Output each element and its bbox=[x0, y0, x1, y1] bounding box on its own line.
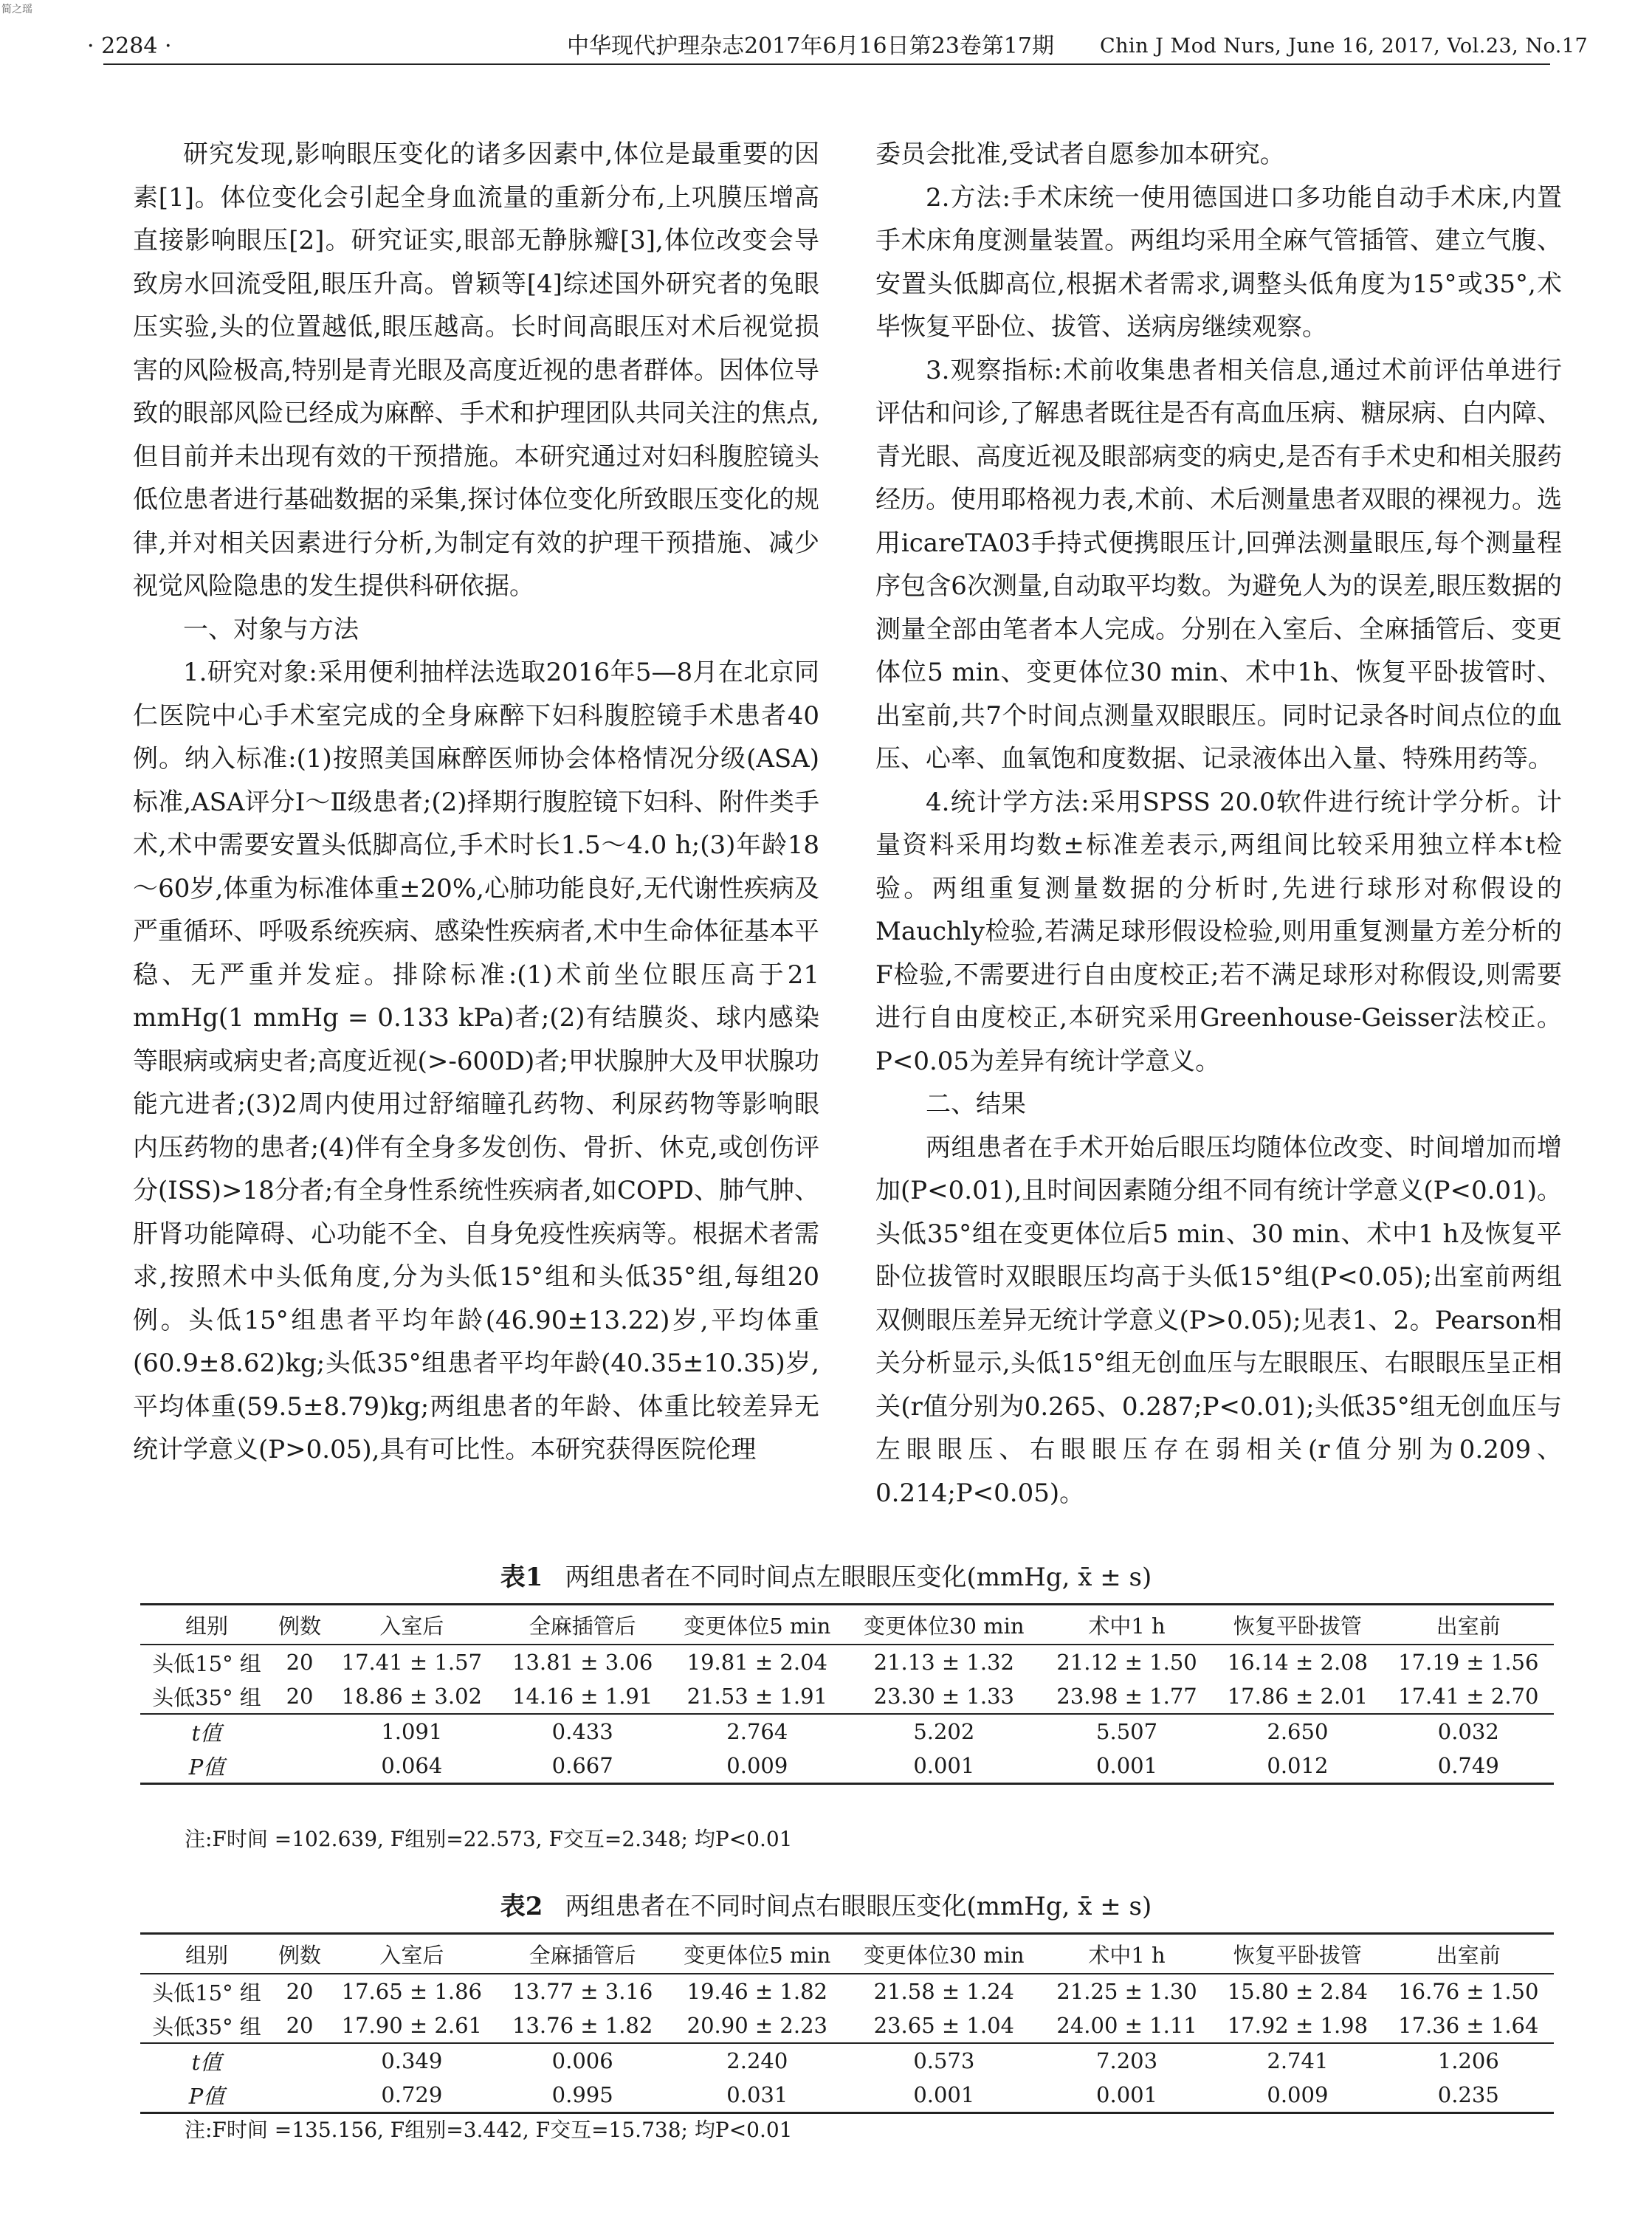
table1-cell: 18.86 ± 3.02 bbox=[341, 1684, 482, 1709]
table1-cell: 23.98 ± 1.77 bbox=[1056, 1684, 1197, 1709]
table1-cell: 0.667 bbox=[498, 1749, 668, 1784]
table2-cell: 2.240 bbox=[668, 2043, 847, 2078]
table1-cell: 20 bbox=[286, 1684, 314, 1709]
table1-cell: 13.81 ± 3.06 bbox=[512, 1650, 653, 1675]
statistics-paragraph: 4.统计学方法:采用SPSS 20.0软件进行统计学分析。计量资料采用均数±标准差表示,两组间比较采用独立样本t检验。两组重复测量数据的分析时,先进行球形对称假设的Mauchly检验,若满足球形假设检验,则用重复测量方差分析的F检验,不需要进行自由度校正;若不满足球形对称假设,则需要进行自由度校正,本研究采用Greenhouse-Geisser法校正。P<0.05为差异有统计学意义。 bbox=[875, 787, 1562, 1076]
section-heading-methods: 一、对象与方法 bbox=[183, 614, 359, 644]
table1-cell: 17.19 ± 1.56 bbox=[1398, 1650, 1539, 1675]
table2-row bbox=[140, 1974, 1554, 2008]
table1 bbox=[140, 1603, 1554, 1785]
table1-cell: 0.001 bbox=[1042, 1749, 1212, 1784]
table1-col-header: 恢复平卧拔管 bbox=[1212, 1605, 1383, 1645]
table1-cell: 头低35° 组 bbox=[152, 1684, 261, 1710]
table2-cell: 0.001 bbox=[1042, 2078, 1212, 2113]
table1-cell: 19.81 ± 2.04 bbox=[686, 1650, 827, 1675]
table1-row bbox=[140, 1749, 1554, 1784]
table2-cell: 0.031 bbox=[668, 2078, 847, 2113]
table2-cell: t值 bbox=[140, 2043, 273, 2078]
watermark: 简之瑶 bbox=[1, 4, 32, 16]
table1-cell: 17.41 ± 2.70 bbox=[1398, 1684, 1539, 1709]
table1-cell: t值 bbox=[140, 1714, 273, 1749]
table1-cell: 0.433 bbox=[498, 1714, 668, 1749]
header-rule bbox=[103, 63, 1550, 65]
table2-cell: 0.235 bbox=[1383, 2078, 1554, 2113]
table1-col-header: 组别 bbox=[140, 1605, 273, 1645]
method-paragraph: 2.方法:手术床统一使用德国进口多功能自动手术床,内置手术床角度测量装置。两组均采用全麻气管插管、建立气腹、安置头低脚高位,根据术者需求,调整头低角度为15°或35°,术毕恢复平卧位、拔管、送病房继续观察。 bbox=[875, 182, 1562, 342]
table2-caption bbox=[0, 1888, 1652, 1925]
table1-cell: 头低15° 组 bbox=[152, 1650, 261, 1676]
table1-col-header: 全麻插管后 bbox=[498, 1605, 668, 1645]
table2-row bbox=[140, 2043, 1554, 2078]
table2-cell: P值 bbox=[140, 2078, 273, 2113]
table2-row bbox=[140, 2078, 1554, 2113]
table2-col-header: 全麻插管后 bbox=[498, 1934, 668, 1974]
table2-cell: 0.006 bbox=[498, 2043, 668, 2078]
table1-header-row bbox=[140, 1605, 1554, 1645]
table1-col-header: 变更体位5 min bbox=[668, 1605, 847, 1645]
section-heading-results: 二、结果 bbox=[926, 1089, 1026, 1119]
table1-cell: 16.14 ± 2.08 bbox=[1227, 1650, 1369, 1675]
table2-label: 表2 bbox=[500, 1892, 543, 1921]
table1-cell: 14.16 ± 1.91 bbox=[512, 1684, 653, 1709]
table1-col-header: 术中1 h bbox=[1042, 1605, 1212, 1645]
table1-label: 表1 bbox=[500, 1563, 543, 1592]
table1-row bbox=[140, 1714, 1554, 1749]
journal-title-en: Chin J Mod Nurs, June 16, 2017, Vol.23, No.17 bbox=[1100, 35, 1589, 58]
table2-cell: 17.36 ± 1.64 bbox=[1398, 2013, 1539, 2038]
table2-col-header: 恢复平卧拔管 bbox=[1212, 1934, 1383, 1974]
left-column bbox=[133, 133, 819, 1472]
table1-cell: 0.012 bbox=[1212, 1749, 1383, 1784]
table1-row bbox=[140, 1645, 1554, 1679]
table2-cell: 17.90 ± 2.61 bbox=[341, 2013, 482, 2038]
table2-title: 两组患者在不同时间点右眼眼压变化(mmHg, x̄ ± s) bbox=[565, 1892, 1152, 1921]
table1-cell: 0.001 bbox=[847, 1749, 1042, 1784]
intro-paragraph: 研究发现,影响眼压变化的诸多因素中,体位是最重要的因素[1]。体位变化会引起全身血流量的重新分布,上巩膜压增高直接影响眼压[2]。研究证实,眼部无静脉瓣[3],体位改变会导致房水回流受阻,眼压升高。曾颖等[4]综述国外研究者的兔眼压实验,头的位置越低,眼压越高。长时间高眼压对术后视觉损害的风险极高,特别是青光眼及高度近视的患者群体。因体位导致的眼部风险已经成为麻醉、手术和护理团队共同关注的焦点,但目前并未出现有效的干预措施。本研究通过对妇科腹腔镜头低位患者进行基础数据的采集,探讨体位变化所致眼压变化的规律,并对相关因素进行分析,为制定有效的护理干预措施、减少视觉风险隐患的发生提供科研依据。 bbox=[133, 140, 819, 601]
table2-cell: 16.76 ± 1.50 bbox=[1398, 1979, 1539, 2004]
table1-cell: 1.091 bbox=[326, 1714, 497, 1749]
table1-cell bbox=[273, 1749, 326, 1784]
table2-col-header: 术中1 h bbox=[1042, 1934, 1212, 1974]
table2-cell: 0.009 bbox=[1212, 2078, 1383, 2113]
table1-cell: 17.41 ± 1.57 bbox=[341, 1650, 482, 1675]
table1-cell: 21.53 ± 1.91 bbox=[686, 1684, 827, 1709]
table2-cell: 头低35° 组 bbox=[152, 2014, 261, 2039]
table2-cell: 23.65 ± 1.04 bbox=[873, 2013, 1014, 2038]
table2-cell: 21.25 ± 1.30 bbox=[1056, 1979, 1197, 2004]
table1-title: 两组患者在不同时间点左眼眼压变化(mmHg, x̄ ± s) bbox=[565, 1563, 1152, 1592]
table2-cell: 17.92 ± 1.98 bbox=[1227, 2013, 1369, 2038]
table2-cell: 13.77 ± 3.16 bbox=[512, 1979, 653, 2004]
results-paragraph: 两组患者在手术开始后眼压均随体位改变、时间增加而增加(P<0.01),且时间因素随分组不同有统计学意义(P<0.01)。头低35°组在变更体位后5 min、30 min、术中1 h及恢复平卧位拔管时双眼眼压均高于头低15°组(P<0.05);出室前两组双侧眼压差异无统计学意义(P>0.05);见表1、2。Pearson相关分析显示,头低15°组无创血压与左眼眼压、右眼眼压呈正相关(r值分别为0.265、0.287;P<0.01);头低35°组无创血压与左眼眼压、右眼眼压存在弱相关(r值分别为0.209、0.214;P<0.05)。 bbox=[875, 1132, 1563, 1508]
table2-col-header: 出室前 bbox=[1383, 1934, 1554, 1974]
table2-col-header: 变更体位5 min bbox=[668, 1934, 847, 1974]
table2-cell: 0.001 bbox=[847, 2078, 1042, 2113]
table2-col-header: 组别 bbox=[140, 1934, 273, 1974]
table2-cell: 17.65 ± 1.86 bbox=[341, 1979, 482, 2004]
table2-cell: 15.80 ± 2.84 bbox=[1227, 1979, 1369, 2004]
observation-paragraph: 3.观察指标:术前收集患者相关信息,通过术前评估单进行评估和问诊,了解患者既往是否有高血压病、糖尿病、白内障、青光眼、高度近视及眼部病变的病史,是否有手术史和相关服药经历。使用耶格视力表,术前、术后测量患者双眼的裸视力。选用icareTA03手持式便携眼压计,回弹法测量眼压,每个测量程序包含6次测量,自动取平均数。为避免人为的误差,眼压数据的测量全部由笔者本人完成。分别在入室后、全麻插管后、变更体位5 min、变更体位30 min、术中1h、恢复平卧拔管时、出室前,共7个时间点测量双眼眼压。同时记录各时间点位的血压、心率、血氧饱和度数据、记录液体出入量、特殊用药等。 bbox=[875, 355, 1562, 774]
right-column bbox=[875, 133, 1562, 1515]
ethics-continuation: 委员会批准,受试者自愿参加本研究。 bbox=[875, 140, 1285, 169]
table2-cell: 19.46 ± 1.82 bbox=[686, 1979, 827, 2004]
table2-cell bbox=[273, 2078, 326, 2113]
table2-cell: 0.349 bbox=[326, 2043, 497, 2078]
table1-cell: 0.749 bbox=[1383, 1749, 1554, 1784]
table1-cell bbox=[273, 1714, 326, 1749]
table1-cell: 0.009 bbox=[668, 1749, 847, 1784]
table1-cell: 0.032 bbox=[1383, 1714, 1554, 1749]
table2-note: 注:F时间 =135.156, F组别=3.442, F交互=15.738; 均P<0.01 bbox=[185, 2118, 793, 2142]
table1-col-header: 变更体位30 min bbox=[847, 1605, 1042, 1645]
table2-cell: 0.573 bbox=[847, 2043, 1042, 2078]
journal-title-cn: 中华现代护理杂志2017年6月16日第23卷第17期 bbox=[567, 33, 1054, 59]
table1-caption bbox=[0, 1559, 1652, 1596]
table1-col-header: 出室前 bbox=[1383, 1605, 1554, 1645]
table2-cell: 24.00 ± 1.11 bbox=[1056, 2013, 1197, 2038]
table2-cell: 20 bbox=[286, 2013, 314, 2038]
table2-cell: 20 bbox=[286, 1979, 314, 2004]
table2-cell: 2.741 bbox=[1212, 2043, 1383, 2078]
subjects-paragraph: 1.研究对象:采用便利抽样法选取2016年5—8月在北京同仁医院中心手术室完成的全身麻醉下妇科腹腔镜手术患者40例。纳入标准:(1)按照美国麻醉医师协会体格情况分级(ASA)标准,ASA评分Ⅰ～Ⅱ级患者;(2)择期行腹腔镜下妇科、附件类手术,术中需要安置头低脚高位,手术时长1.5～4.0 h;(3)年龄18～60岁,体重为标准体重±20%,心肺功能良好,无代谢性疾病及严重循环、呼吸系统疾病、感染性疾病者,术中生命体征基本平稳、无严重并发症。排除标准:(1)术前坐位眼压高于21 mmHg(1 mmHg = 0.133 kPa)者;(2)有结膜炎、球内感染等眼病或病史者;高度近视(>-600D)者;甲状腺肿大及甲状腺功能亢进者;(3)2周内使用过舒缩瞳孔药物、利尿药物等影响眼内压药物的患者;(4)伴有全身多发创伤、骨折、休克,或创伤评分(ISS)>18分者;有全身性系统性疾病者,如COPD、肺气肿、肝肾功能障碍、心功能不全、自身免疫性疾病等。根据术者需求,按照术中头低角度,分为头低15°组和头低35°组,每组20例。头低15°组患者平均年龄(46.90±13.22)岁,平均体重(60.9±8.62)kg;头低35°组患者平均年龄(40.35±10.35)岁,平均体重(59.5±8.79)kg;两组患者的年龄、体重比较差异无统计学意义(P>0.05),具有可比性。本研究获得医院伦理 bbox=[133, 658, 819, 1464]
table1-cell: 20 bbox=[286, 1650, 314, 1675]
table2-cell: 20.90 ± 2.23 bbox=[686, 2013, 827, 2038]
table1-cell: 21.13 ± 1.32 bbox=[873, 1650, 1014, 1675]
page-number: · 2284 · bbox=[87, 33, 172, 59]
table2-cell: 1.206 bbox=[1383, 2043, 1554, 2078]
table1-note: 注:F时间 =102.639, F组别=22.573, F交互=2.348; 均P<0.01 bbox=[185, 1827, 793, 1851]
table1-cell: 5.507 bbox=[1042, 1714, 1212, 1749]
table2-col-header: 入室后 bbox=[326, 1934, 497, 1974]
table2-row bbox=[140, 2008, 1554, 2043]
table2-header-row bbox=[140, 1934, 1554, 1974]
table2-cell: 7.203 bbox=[1042, 2043, 1212, 2078]
table1-row bbox=[140, 1679, 1554, 1714]
table1-cell: 5.202 bbox=[847, 1714, 1042, 1749]
table1-cell: P值 bbox=[140, 1749, 273, 1784]
table1-cell: 21.12 ± 1.50 bbox=[1056, 1650, 1197, 1675]
table2-cell: 13.76 ± 1.82 bbox=[512, 2013, 653, 2038]
table1-col-header: 入室后 bbox=[326, 1605, 497, 1645]
table1-cell: 2.650 bbox=[1212, 1714, 1383, 1749]
table2-cell bbox=[273, 2043, 326, 2078]
table1-col-header: 例数 bbox=[273, 1605, 326, 1645]
table1-cell: 0.064 bbox=[326, 1749, 497, 1784]
table2-col-header: 例数 bbox=[273, 1934, 326, 1974]
table2-cell: 0.729 bbox=[326, 2078, 497, 2113]
table2 bbox=[140, 1932, 1554, 2114]
table1-cell: 17.86 ± 2.01 bbox=[1227, 1684, 1369, 1709]
table1-cell: 2.764 bbox=[668, 1714, 847, 1749]
table2-col-header: 变更体位30 min bbox=[847, 1934, 1042, 1974]
table2-cell: 21.58 ± 1.24 bbox=[873, 1979, 1014, 2004]
table2-cell: 0.995 bbox=[498, 2078, 668, 2113]
table1-cell: 23.30 ± 1.33 bbox=[873, 1684, 1014, 1709]
table2-cell: 头低15° 组 bbox=[152, 1980, 261, 2005]
